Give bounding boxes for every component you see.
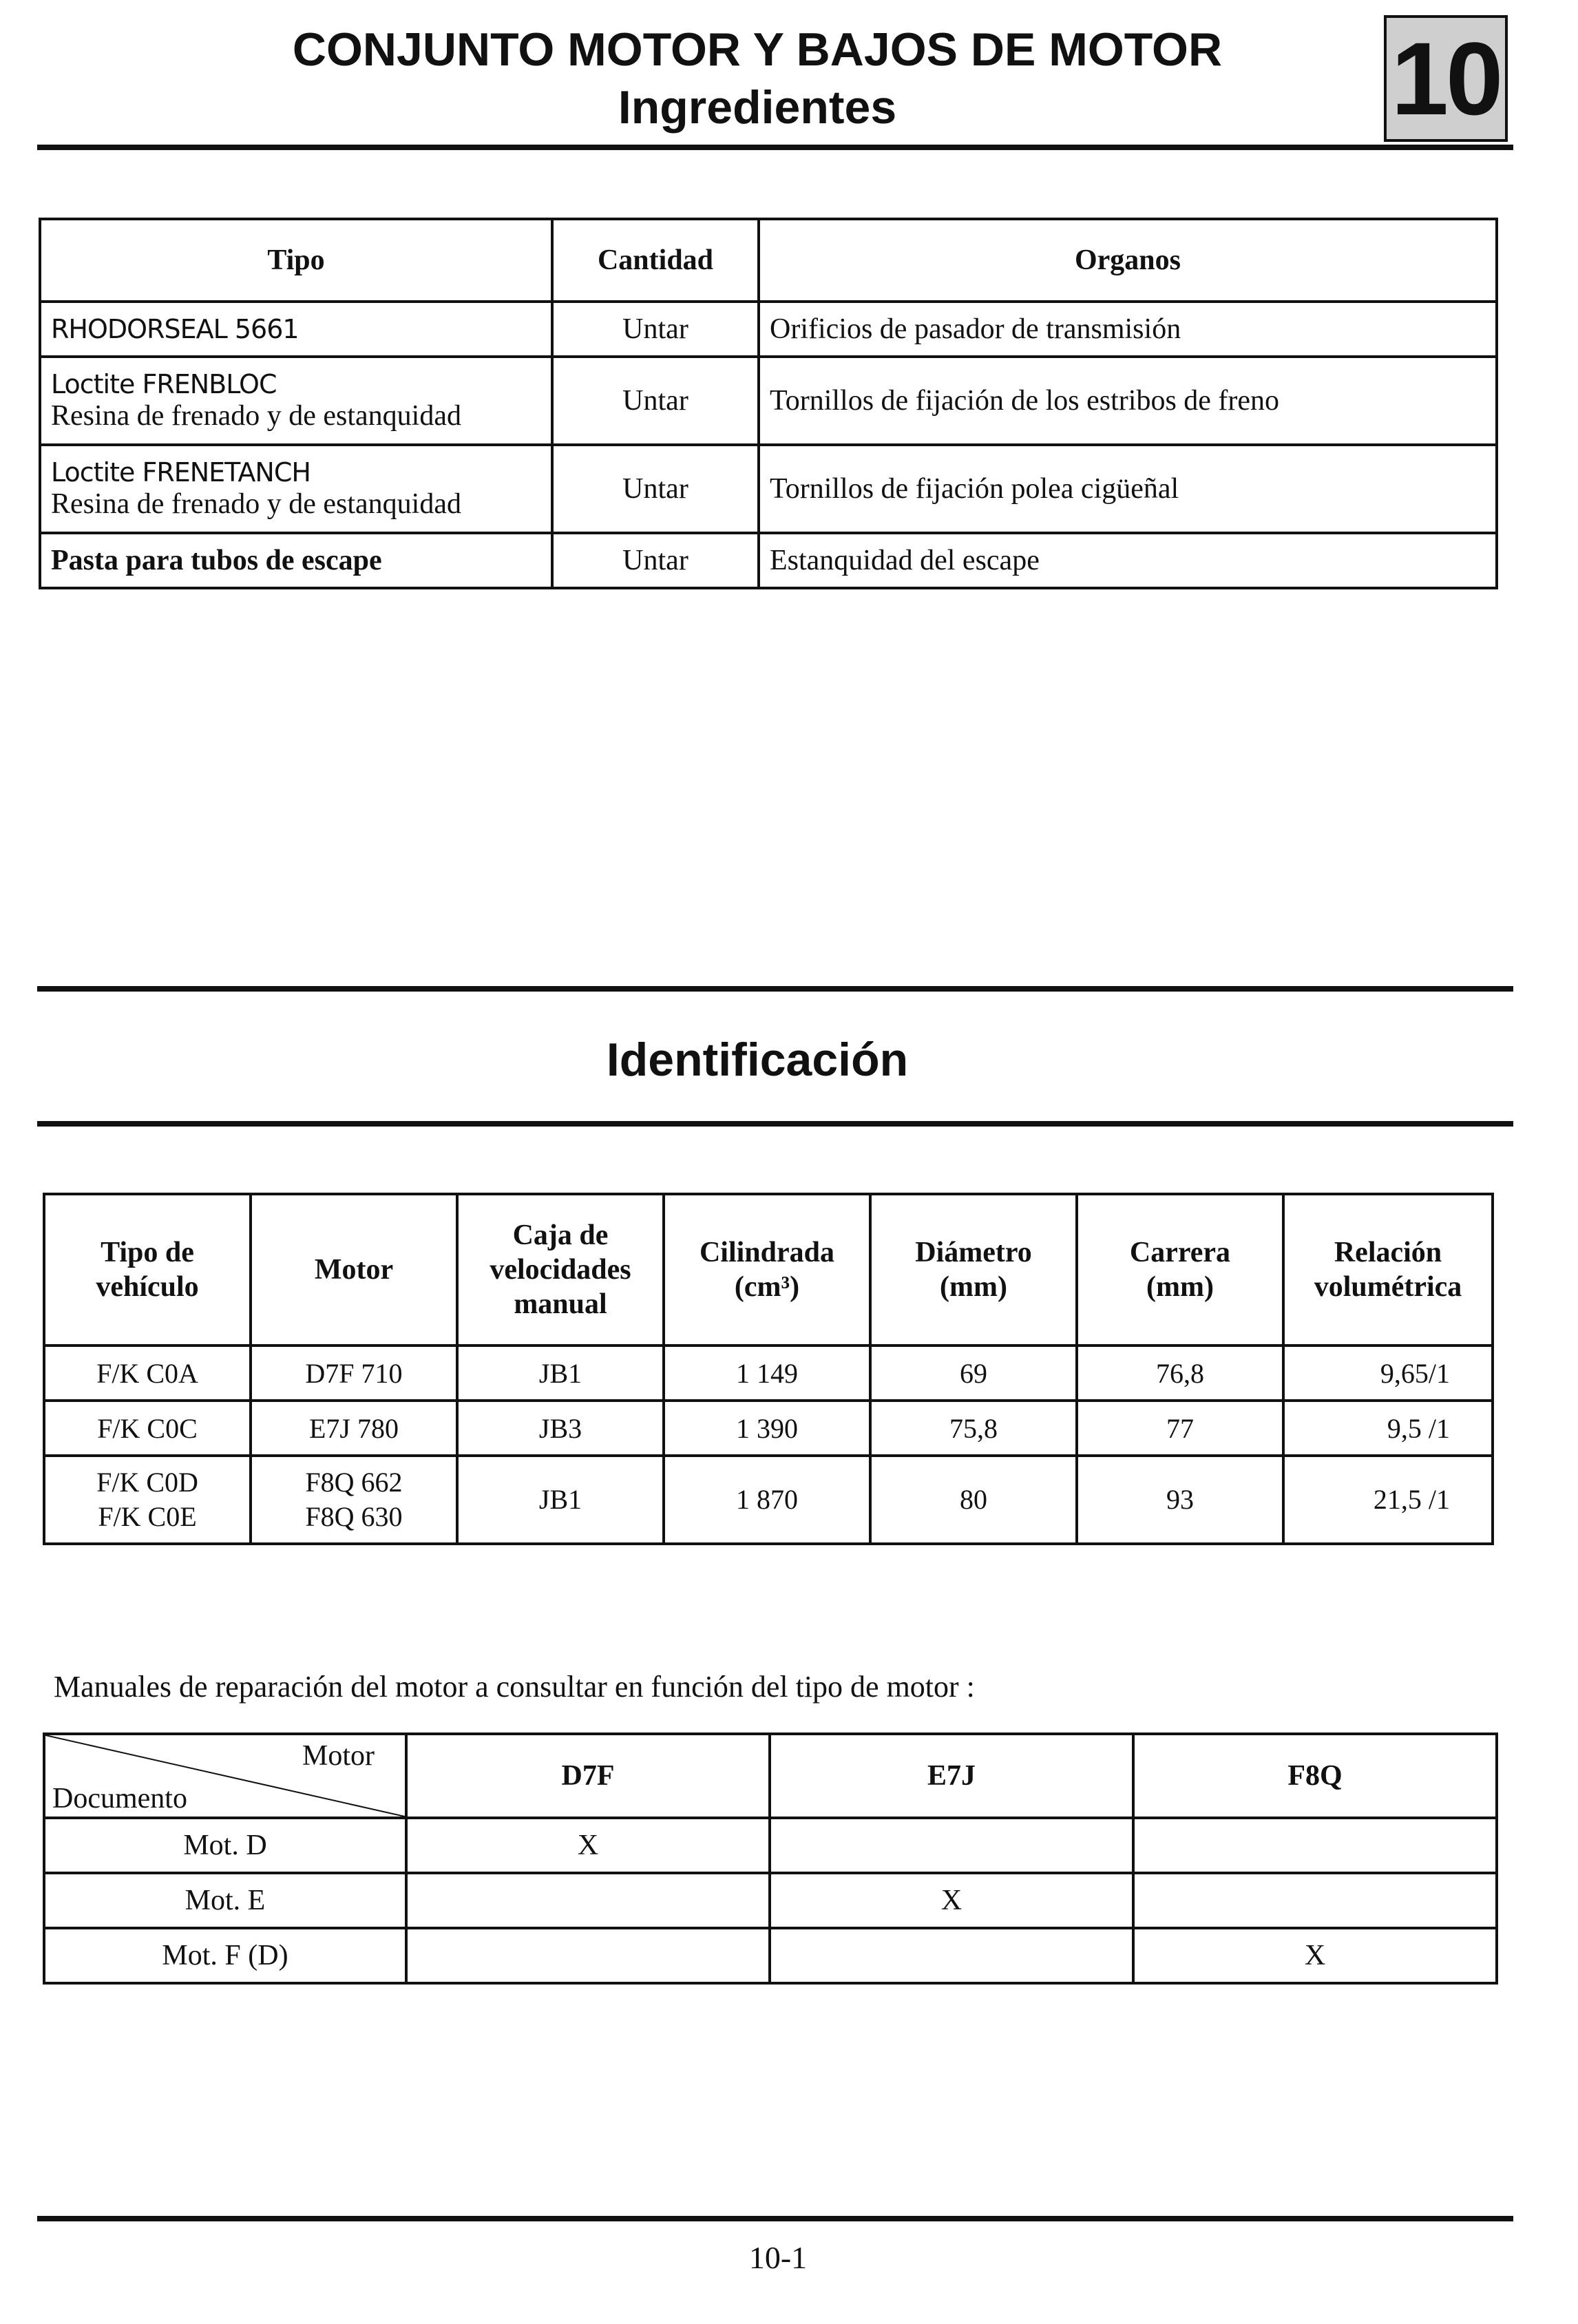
identification-header-row (44, 1194, 1493, 1346)
page-number: 10-1 (748, 2240, 808, 2275)
mark-cell: X (770, 1873, 1133, 1928)
column-header: Motor (251, 1194, 457, 1346)
manuals-header-row (44, 1734, 1497, 1818)
vehicle-cell: F/K C0A (44, 1346, 251, 1401)
product-cell: Pasta para tubos de escape (40, 533, 552, 588)
column-header: Caja de velocidades manual (457, 1194, 664, 1346)
table-row (44, 1873, 1497, 1928)
quantity-cell: Untar (552, 445, 759, 533)
mark-cell: X (406, 1818, 770, 1873)
mark-cell (770, 1928, 1133, 1983)
mark-cell (770, 1818, 1133, 1873)
column-header: Carrera (mm) (1077, 1194, 1283, 1346)
table-row (40, 302, 1497, 357)
vehicle-cell: F/K C0C (44, 1401, 251, 1456)
product-name: Loctite FRENETANCH (51, 457, 311, 488)
stroke-cell: 76,8 (1077, 1346, 1283, 1401)
manuals-table (43, 1732, 1498, 1985)
gearbox-cell: JB1 (457, 1456, 664, 1544)
mark-cell (1133, 1873, 1497, 1928)
bore-cell: 80 (870, 1456, 1077, 1544)
document-cell: Mot. E (44, 1873, 406, 1928)
engine-header: D7F (406, 1734, 770, 1818)
corner-header (44, 1734, 406, 1818)
organ-cell: Orificios de pasador de transmisión (759, 302, 1497, 357)
column-header: Cantidad (552, 219, 759, 302)
document-cell: Mot. D (44, 1818, 406, 1873)
motor-cell: D7F 710 (251, 1346, 457, 1401)
title-line-1: CONJUNTO MOTOR Y BAJOS DE MOTOR (292, 23, 1223, 76)
mark-cell (1133, 1818, 1497, 1873)
column-header: Cilindrada (cm³) (664, 1194, 870, 1346)
product-name: RHODORSEAL 5661 (51, 314, 299, 344)
table-row (44, 1346, 1493, 1401)
engine-header: E7J (770, 1734, 1133, 1818)
chapter-number-badge: 10 (1384, 15, 1508, 142)
mark-cell (406, 1873, 770, 1928)
table-row (44, 1456, 1493, 1544)
mark-cell: X (1133, 1928, 1497, 1983)
organ-cell: Tornillos de fijación polea cigüeñal (759, 445, 1497, 533)
footer-rule (37, 2216, 1513, 2221)
motor-cell: F8Q 662 F8Q 630 (251, 1456, 457, 1544)
quantity-cell: Untar (552, 533, 759, 588)
column-header: Organos (759, 219, 1497, 302)
vehicle-cell: F/K C0D F/K C0E (44, 1456, 251, 1544)
table-row (40, 445, 1497, 533)
ratio-cell: 21,5 /1 (1283, 1456, 1493, 1544)
manuals-intro-text: Manuales de reparación del motor a consultar en función del tipo de motor : (54, 1670, 975, 1704)
bore-cell: 69 (870, 1346, 1077, 1401)
displacement-cell: 1 390 (664, 1401, 870, 1456)
organ-cell: Estanquidad del escape (759, 533, 1497, 588)
header-rule (37, 145, 1513, 150)
column-header: Relación volumétrica (1283, 1194, 1493, 1346)
section-rule-top (37, 986, 1513, 992)
identification-table (43, 1193, 1494, 1545)
ratio-cell: 9,65/1 (1283, 1346, 1493, 1401)
quantity-cell: Untar (552, 357, 759, 445)
table-row (44, 1401, 1493, 1456)
ingredients-table (39, 218, 1498, 589)
gearbox-cell: JB3 (457, 1401, 664, 1456)
product-cell (40, 445, 552, 533)
bore-cell: 75,8 (870, 1401, 1077, 1456)
stroke-cell: 77 (1077, 1401, 1283, 1456)
section-title: Identificación (606, 1034, 909, 1086)
page-title (0, 21, 1515, 136)
stroke-cell: 93 (1077, 1456, 1283, 1544)
ratio-cell: 9,5 /1 (1283, 1401, 1493, 1456)
displacement-cell: 1 149 (664, 1346, 870, 1401)
corner-motor-label: Motor (302, 1740, 375, 1772)
document-cell: Mot. F (D) (44, 1928, 406, 1983)
displacement-cell: 1 870 (664, 1456, 870, 1544)
product-description: Resina de frenado y de estanquidad (51, 488, 461, 520)
gearbox-cell: JB1 (457, 1346, 664, 1401)
product-cell (40, 302, 552, 357)
product-cell (40, 357, 552, 445)
motor-cell: E7J 780 (251, 1401, 457, 1456)
product-description: Resina de frenado y de estanquidad (51, 400, 461, 432)
corner-document-label: Documento (52, 1783, 187, 1814)
column-header: Tipo de vehículo (44, 1194, 251, 1346)
organ-cell: Tornillos de fijación de los estribos de freno (759, 357, 1497, 445)
section-rule-bottom (37, 1121, 1513, 1127)
title-line-2: Ingredientes (618, 81, 897, 134)
column-header: Diámetro (mm) (870, 1194, 1077, 1346)
engine-header: F8Q (1133, 1734, 1497, 1818)
product-name: Loctite FRENBLOC (51, 369, 277, 399)
ingredients-header-row (40, 219, 1497, 302)
table-row (44, 1928, 1497, 1983)
table-row (40, 357, 1497, 445)
table-row (40, 533, 1497, 588)
column-header: Tipo (40, 219, 552, 302)
quantity-cell: Untar (552, 302, 759, 357)
table-row (44, 1818, 1497, 1873)
mark-cell (406, 1928, 770, 1983)
